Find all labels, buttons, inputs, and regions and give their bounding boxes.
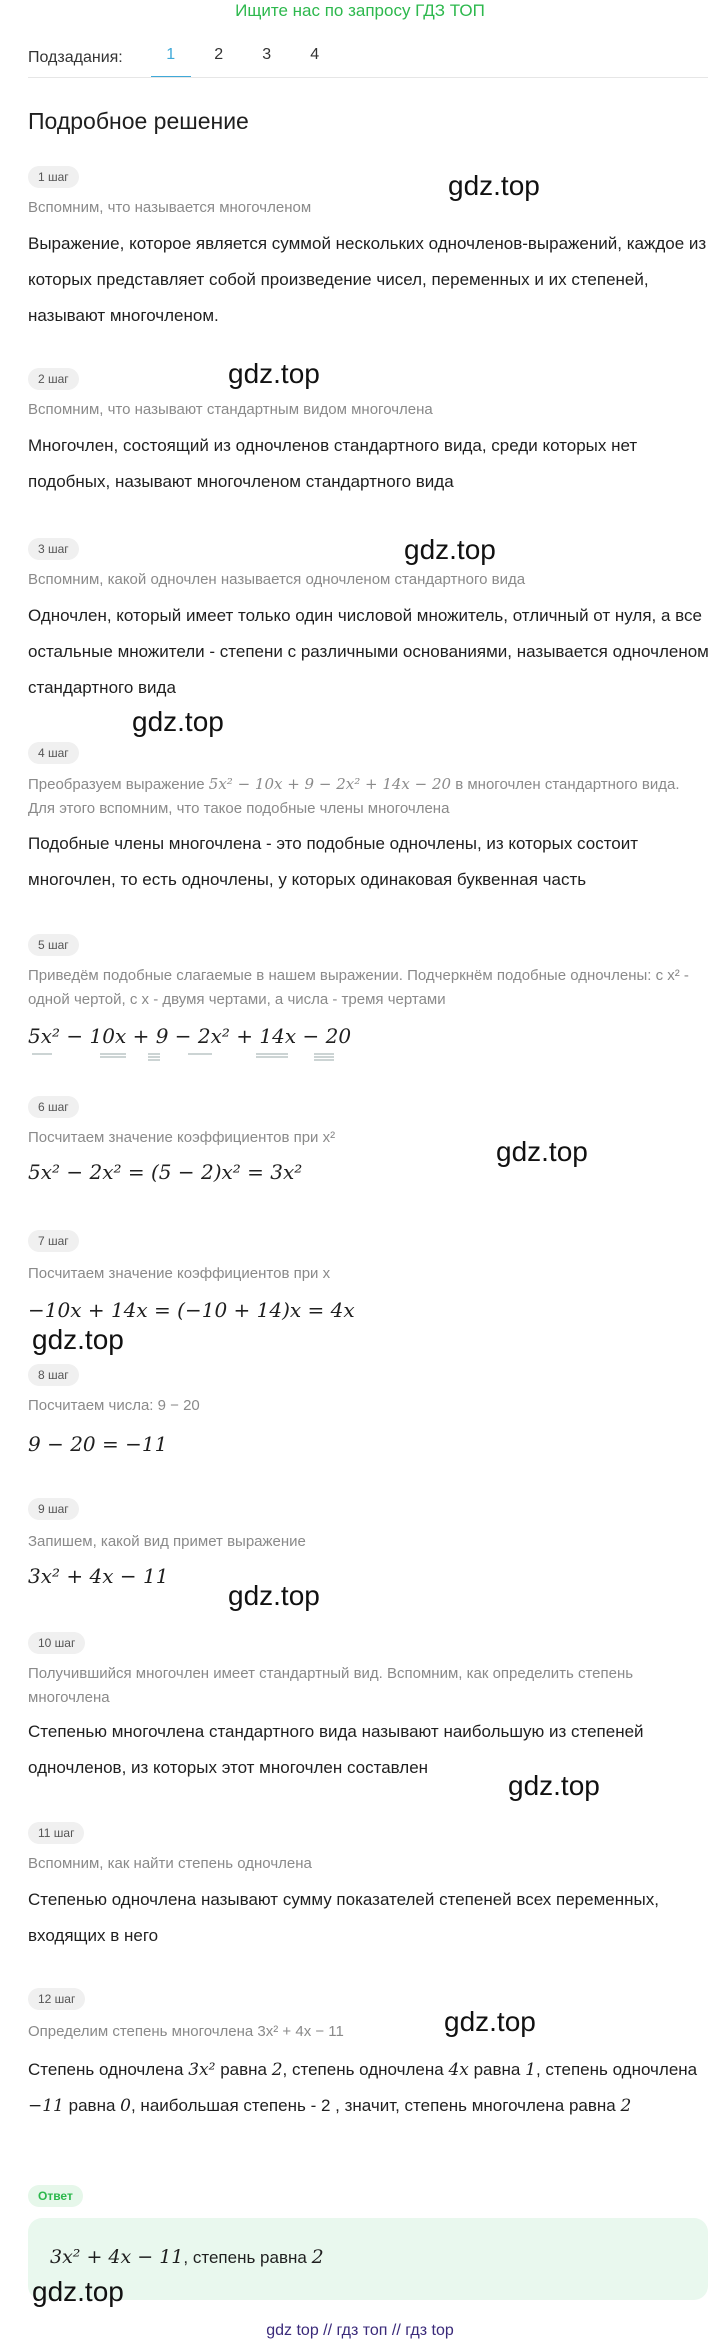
step-hint-part: в многочлен стандартного вида. Для этого вспомним, что такое подобные члены многочлена (28, 776, 680, 817)
step-text (28, 2052, 718, 2124)
watermark: gdz.top (404, 534, 496, 565)
watermark: gdz.top (32, 1324, 124, 1355)
footer-link-gdz-top-ru[interactable]: гдз топ (336, 2322, 388, 2339)
step-badge: 8 шаг (28, 1364, 79, 1386)
answer-label: , степень равна (183, 2248, 307, 2267)
text-part: равна (220, 2060, 267, 2079)
tab-1[interactable]: 1 (147, 38, 195, 78)
step-hint: Посчитаем числа: 9 − 20 (28, 1397, 200, 1414)
step-hint: Определим степень многочлена 3x² + 4x − 11 (28, 2023, 344, 2040)
underline-marks (28, 1052, 348, 1066)
footer-separator: // (323, 2322, 333, 2339)
math-term: 3x² (188, 2060, 216, 2080)
watermark: gdz.top (448, 170, 540, 201)
step-badge: 2 шаг (28, 368, 79, 390)
text-part: Степень одночлена (28, 2060, 184, 2079)
watermark: gdz.top (496, 1136, 588, 1167)
step-hint: Посчитаем значение коэффициентов при x² (28, 1129, 336, 1146)
subtasks-label: Подзадания: (28, 49, 123, 66)
text-part: , степень одночлена (282, 2060, 444, 2079)
step-hint: Посчитаем значение коэффициентов при x (28, 1265, 331, 1282)
step-badge: 12 шаг (28, 1988, 85, 2010)
step-hint: Вспомним, какой одночлен называется одночленом стандартного вида (28, 571, 526, 588)
answer-box (28, 2218, 708, 2300)
text-part: равна (68, 2096, 116, 2115)
math-term: 2 (620, 2096, 632, 2116)
step-hint: Приведём подобные слагаемые в нашем выражении. Подчеркнём подобные одночлены: с x² - одной чертой, с x - двумя чертами, а числа - тремя чертами (28, 967, 689, 1008)
text-part: , наибольшая степень - 2 , значит, степень многочлена равна (130, 2096, 616, 2115)
step-badge: 4 шаг (28, 742, 79, 764)
watermark: gdz.top (508, 1770, 600, 1801)
math-term: 0 (120, 2096, 131, 2116)
search-banner: Ищите нас по запросу ГДЗ ТОП (235, 1, 485, 20)
step-hint: Вспомним, как найти степень одночлена (28, 1855, 312, 1872)
watermark: gdz.top (228, 1580, 320, 1611)
step-hint: Получившийся многочлен имеет стандартный вид. Вспомним, как определить степень многочлена (28, 1665, 634, 1706)
answer-badge: Ответ (28, 2185, 83, 2207)
math-step8: 9 − 20 = −11 (28, 1432, 168, 1456)
step-hint-part: Преобразуем выражение (28, 776, 205, 793)
watermark: gdz.top (444, 2006, 536, 2037)
tab-3[interactable]: 3 (262, 46, 272, 63)
footer (0, 2322, 720, 2340)
step-badge: 7 шаг (28, 1230, 79, 1252)
math-term: −11 (28, 2096, 64, 2116)
text-part: , степень одночлена (535, 2060, 698, 2079)
watermark: gdz.top (132, 706, 224, 737)
step-badge: 11 шаг (28, 1822, 84, 1844)
math-term: 4x (448, 2060, 469, 2080)
watermark: gdz.top (228, 358, 320, 389)
step-hint (28, 772, 708, 821)
math-term: 1 (525, 2060, 536, 2080)
math-step6: 5x² − 2x² = (5 − 2)x² = 3x² (28, 1160, 303, 1184)
step-badge: 1 шаг (28, 166, 79, 188)
answer-degree: 2 (311, 2246, 324, 2268)
math-step9: 3x² + 4x − 11 (28, 1564, 169, 1588)
tab-2[interactable]: 2 (214, 46, 224, 63)
tab-4[interactable]: 4 (310, 46, 320, 63)
text-part: равна (473, 2060, 521, 2079)
footer-link-gdz-top-mixed[interactable]: гдз top (405, 2322, 454, 2339)
subtasks-bar (28, 38, 708, 78)
step-hint: Запишем, какой вид примет выражение (28, 1533, 306, 1550)
step-text: Одночлен, который имеет только один числовой множитель, отличный от нуля, а все остальные множители - степени с различными основаниями, называется одночленом стандартного вида (28, 606, 709, 697)
answer-text (50, 2246, 324, 2268)
step-badge: 3 шаг (28, 538, 79, 560)
answer-expression: 3x² + 4x − 11 (50, 2246, 184, 2268)
step-text: Выражение, которое является суммой нескольких одночленов-выражений, каждое из которых представляет собой произведение чисел, переменных и их степеней, называют многочленом. (28, 234, 707, 325)
watermark: gdz.top (32, 2276, 124, 2307)
step-badge: 10 шаг (28, 1632, 85, 1654)
footer-separator: // (391, 2322, 401, 2339)
step-text: Подобные члены многочлена - это подобные одночлены, из которых состоит многочлен, то есть одночлены, у которых одинаковая буквенная часть (28, 834, 639, 889)
step-badge: 9 шаг (28, 1498, 79, 1520)
step-badge: 6 шаг (28, 1096, 79, 1118)
page-title: Подробное решение (28, 108, 249, 134)
footer-link-gdz-top[interactable]: gdz top (266, 2322, 319, 2339)
step-text: Степенью одночлена называют сумму показателей степеней всех переменных, входящих в него (28, 1890, 659, 1945)
math-expression: 5x² − 10x + 9 − 2x² + 14x − 20 (208, 775, 452, 793)
math-step7: −10x + 14x = (−10 + 14)x = 4x (28, 1298, 355, 1322)
divider (28, 77, 708, 78)
step-hint: Вспомним, что называется многочленом (28, 199, 312, 216)
step-text: Многочлен, состоящий из одночленов стандартного вида, среди которых нет подобных, называют многочленом стандартного вида (28, 436, 638, 491)
step-hint: Вспомним, что называют стандартным видом многочлена (28, 401, 433, 418)
step-badge: 5 шаг (28, 934, 79, 956)
step-text: Степенью многочлена стандартного вида называют наибольшую из степеней одночленов, из которых этот многочлен составлен (28, 1722, 644, 1777)
math-term: 2 (271, 2060, 283, 2080)
math-expression: 5x² − 10x + 9 − 2x² + 14x − 20 (28, 1024, 352, 1048)
underlined-expression (28, 1024, 351, 1048)
